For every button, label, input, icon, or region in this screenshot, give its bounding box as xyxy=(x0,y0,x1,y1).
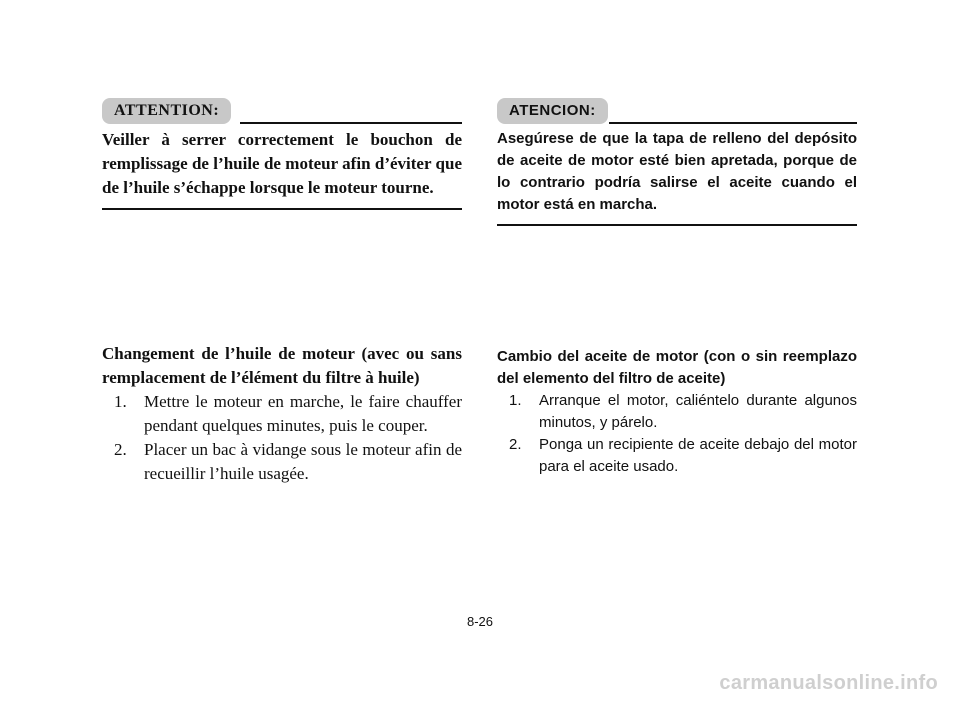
section-spanish-oil-change xyxy=(497,346,857,478)
step-number: 1. xyxy=(114,392,127,411)
list-item xyxy=(497,434,857,478)
step-text: Placer un bac à vidange sous le moteur afin de recueillir l’huile usagée. xyxy=(144,440,462,483)
notice-header xyxy=(102,98,462,128)
notice-french xyxy=(102,98,462,210)
notice-text: Asegúrese de que la tapa de relleno del depósito de aceite de motor esté bien apretada, porque de lo contrario podría salirse el aceite cuando el motor está en marcha. xyxy=(497,128,857,226)
steps-list xyxy=(497,390,857,478)
step-text: Arranque el motor, caliéntelo durante algunos minutos, y párelo. xyxy=(539,392,857,431)
section-french-oil-change xyxy=(102,342,462,486)
attention-badge: ATTENTION: xyxy=(102,98,231,124)
steps-list xyxy=(102,390,462,486)
notice-top-rule xyxy=(609,122,857,124)
notice-spanish xyxy=(497,98,857,226)
atencion-badge: ATENCION: xyxy=(497,98,608,124)
list-item xyxy=(497,390,857,434)
step-number: 2. xyxy=(114,440,127,459)
step-number: 2. xyxy=(509,436,522,453)
page-number: 8-26 xyxy=(466,614,494,629)
section-title: Cambio del aceite de motor (con o sin reemplazo del elemento del filtro de aceite) xyxy=(497,348,857,387)
step-text: Mettre le moteur en marche, le faire chauffer pendant quelques minutes, puis le couper. xyxy=(144,392,462,435)
step-number: 1. xyxy=(509,392,522,409)
section-title: Changement de l’huile de moteur (avec ou sans remplacement de l’élément du filtre à huile) xyxy=(102,344,462,387)
list-item xyxy=(102,390,462,438)
notice-top-rule xyxy=(240,122,462,124)
notice-header xyxy=(497,98,857,128)
step-text: Ponga un recipiente de aceite debajo del motor para el aceite usado. xyxy=(539,436,857,475)
notice-text: Veiller à serrer correctement le bouchon de remplissage de l’huile de moteur afin d’éviter que de l’huile s’échappe lorsque le moteur tourne. xyxy=(102,128,462,210)
list-item xyxy=(102,438,462,486)
watermark: carmanualsonline.info xyxy=(719,672,938,694)
